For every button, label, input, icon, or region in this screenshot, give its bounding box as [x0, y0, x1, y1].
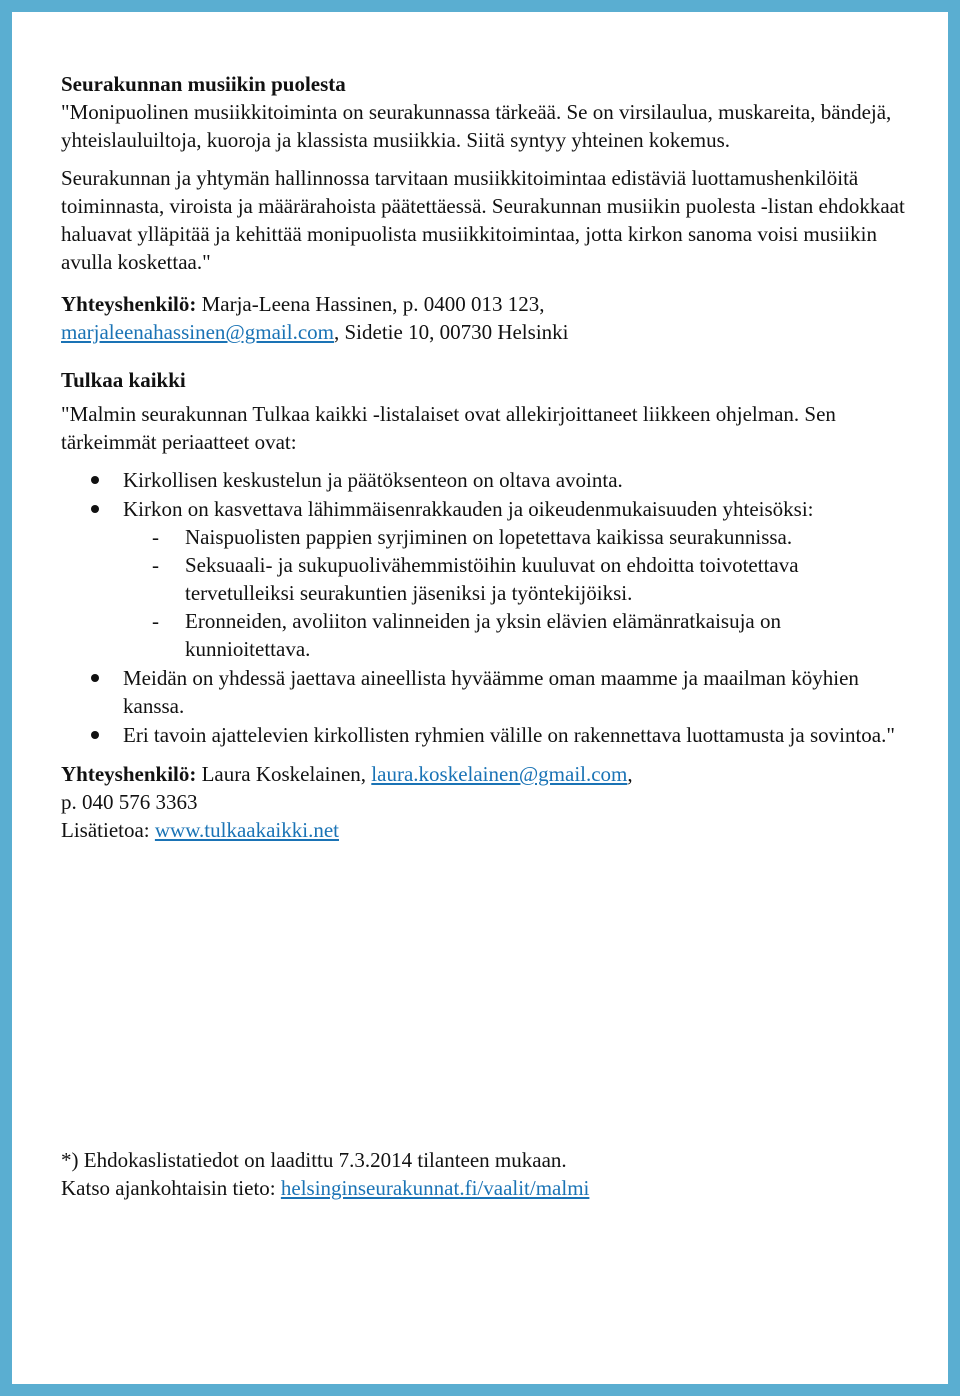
- dash-marker: -: [152, 525, 159, 549]
- dash-marker: -: [152, 553, 159, 577]
- contact-name: Marja-Leena Hassinen, p. 0400 013 123,: [196, 292, 545, 316]
- footnote-more-label: Katso ajankohtaisin tieto:: [61, 1176, 281, 1200]
- contact-address: , Sidetie 10, 00730 Helsinki: [334, 320, 569, 344]
- footnote: [61, 1146, 911, 1202]
- contact-email-link[interactable]: marjaleenahassinen@gmail.com: [61, 320, 334, 344]
- website-link[interactable]: www.tulkaakaikki.net: [154, 818, 339, 842]
- bullet-icon: [91, 674, 99, 682]
- contact-label: Yhteyshenkilö:: [61, 292, 197, 316]
- contact-phone: p. 040 576 3363: [61, 790, 198, 814]
- list-item: Kirkollisen keskustelun ja päätöksenteon on oltava avointa.: [61, 466, 911, 494]
- document-body: [61, 70, 911, 844]
- sub-list-item: - Naispuolisten pappien syrjiminen on lopetettava kaikissa seurakunnissa.: [152, 525, 793, 549]
- list-item: Eri tavoin ajattelevien kirkollisten ryhmien välille on rakennettava luottamusta ja sovintoa.": [61, 721, 911, 749]
- more-info-label: Lisätietoa:: [61, 818, 155, 842]
- more-info: [61, 816, 911, 844]
- list-item: Meidän on yhdessä jaettava aineellista hyväämme oman maamme ja maailman köyhien kanssa.: [61, 664, 911, 720]
- sub-list-item: - Seksuaali- ja sukupuolivähemmistöihin kuuluvat on ehdoitta toivotettava tervetulleiksi seurakuntien jäseniksi ja työntekijöiksi.: [152, 553, 799, 605]
- music-paragraph-1: "Monipuolinen musiikkitoiminta on seurakunnassa tärkeää. Se on virsilaulua, muskareita, bändejä, yhteislauluiltoja, kuoroja ja klassista musiikkia. Siitä syntyy yhteinen kokemus.: [61, 100, 892, 152]
- footnote-more: [61, 1174, 911, 1202]
- bullet-icon: [91, 731, 99, 739]
- tulkaa-intro: "Malmin seurakunnan Tulkaa kaikki -listalaiset ovat allekirjoittaneet liikkeen ohjelman. Sen tärkeimmät periaatteet ovat:: [61, 402, 836, 454]
- bullet-icon: [91, 505, 99, 513]
- sub-list: [61, 523, 911, 663]
- principles-list: [61, 466, 911, 749]
- contact-email-link[interactable]: laura.koskelainen@gmail.com: [371, 762, 628, 786]
- contact-label: Yhteyshenkilö:: [61, 762, 197, 786]
- contact-name: Laura Koskelainen,: [196, 762, 372, 786]
- music-contact: [61, 290, 911, 346]
- sub-list-item: - Eronneiden, avoliiton valinneiden ja yksin elävien elämänratkaisuja on kunnioitettava.: [152, 609, 781, 661]
- tulkaa-contact: Yhteyshenkilö: Laura Koskelainen, laura.koskelainen@gmail.com,: [61, 762, 633, 786]
- elections-link[interactable]: helsinginseurakunnat.fi/vaalit/malmi: [280, 1176, 590, 1200]
- music-paragraph-2: Seurakunnan ja yhtymän hallinnossa tarvitaan musiikkitoimintaa edistäviä luottamushenkilöitä toiminnasta, viroista ja määrärahoista päätettäessä. Seurakunnan musiikin puolesta -listan ehdokkaat haluavat ylläpitää ja kehittää monipuolista musiikkitoimintaa, jotta kirkon sanoma voisi musiikin avulla koskettaa.": [61, 166, 905, 274]
- list-item: Kirkon on kasvettava lähimmäisenrakkauden ja oikeudenmukaisuuden yhteisöksi: - Naispuolisten pappien syrjiminen on lopetettava kaikissa seurakunnissa. - Seksuaali- ja sukupuolivähemmistöihin kuuluvat on ehdoitta toivotettava tervetulleiksi seurakuntien jäseniksi ja työntekijöiksi. - Eronneiden, avoliiton valinneiden ja yksin elävien elämänratkaisuja on kunnioitettava.: [61, 495, 911, 663]
- section-heading-tulkaa: Tulkaa kaikki: [61, 368, 186, 392]
- section-heading-music: Seurakunnan musiikin puolesta: [61, 72, 346, 96]
- footnote-date: *) Ehdokaslistatiedot on laadittu 7.3.2014 tilanteen mukaan.: [61, 1148, 567, 1172]
- bullet-icon: [91, 476, 99, 484]
- dash-marker: -: [152, 609, 159, 633]
